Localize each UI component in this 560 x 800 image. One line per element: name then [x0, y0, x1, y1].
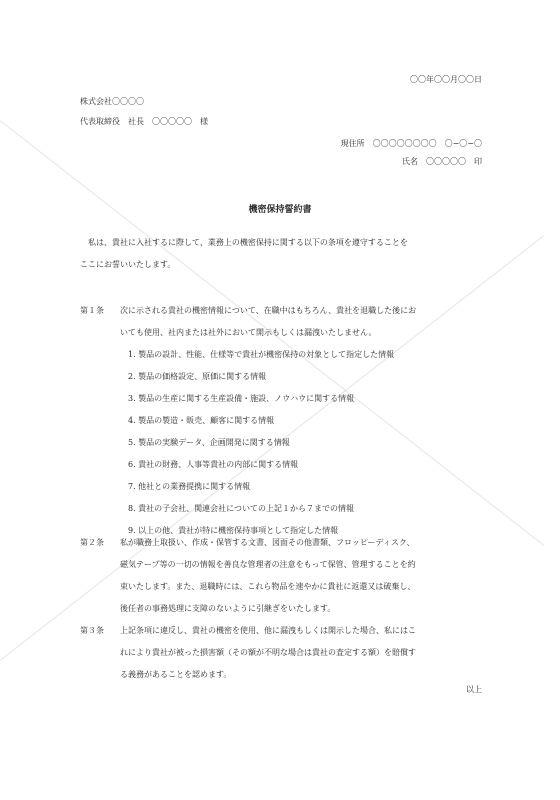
article-2: [80, 532, 484, 620]
list-item: 9. 以上の他、貴社が特に機密保持事項として指定した情報: [128, 526, 339, 535]
closing-mark: 以上: [466, 685, 482, 694]
watermark-logo: ​: [241, 361, 259, 400]
recipient-person: 代表取締役 社長 〇〇〇〇〇 様: [80, 117, 208, 126]
sender-address: 現住所 〇〇〇〇〇〇〇〇 〇−〇−〇: [340, 139, 482, 148]
list-item: 1. 製品の設計、性能、仕様等で貴社が機密保持の対象として指定した情報: [128, 350, 395, 359]
article-number: 第３条: [80, 626, 104, 635]
intro-paragraph: [80, 232, 484, 276]
article-line: 磁気テープ等の一切の情報を善良な管理者の注意をもって保管、管理することを約: [120, 560, 416, 569]
confidential-info-list: [128, 344, 394, 542]
list-item: 4. 製品の製造・販売、顧客に関する情報: [128, 416, 275, 425]
sender-name: 氏名 〇〇〇〇〇 印: [402, 157, 482, 166]
article-number: 第１条: [80, 306, 104, 315]
intro-line: ここにお誓いいたします。: [80, 260, 176, 269]
document-title: 機密保持誓約書: [248, 205, 312, 215]
list-item: 2. 製品の価格設定、原価に関する情報: [128, 372, 267, 381]
intro-line: 私は、貴社に入社するに際して、業務上の機密保持に関する以下の条項を遵守することを: [88, 238, 408, 247]
article-line: 束いたします。また、退職時には、これら物品を速やかに貴社に返還又は破棄し、: [120, 582, 416, 591]
article-line: 後任者の事務処理に支障のないように引継ぎをいたします。: [120, 604, 336, 613]
list-item: 7. 他社との業務提携に関する情報: [128, 482, 251, 491]
document-date: 〇〇年〇〇月〇〇日: [410, 75, 482, 84]
article-line: 私が職務上取扱い、作成・保管する文書、図面その他書類、フロッピーディスク、: [120, 538, 415, 547]
article-line: れにより貴社が被った損害額（その額が不明な場合は貴社の査定する額）を賠償す: [120, 648, 416, 657]
article-1: [80, 300, 484, 344]
article-3: [80, 620, 484, 686]
recipient-company: 株式会社〇〇〇〇: [80, 97, 144, 106]
list-item: 6. 貴社の財務、人事等貴社の内部に関する情報: [128, 460, 299, 469]
article-line: いても使用、社内または社外において開示もしくは漏洩いたしません。: [120, 328, 377, 337]
article-line: る義務があることを認めます。: [120, 670, 232, 679]
list-item: 5. 製品の実験データ、企画開発に関する情報: [128, 438, 290, 447]
article-line: 次に示される貴社の機密情報について、在職中はもちろん、貴社を退職した後にお: [120, 306, 417, 315]
list-item: 3. 製品の生産に関する生産設備・施設、ノウハウに関する情報: [128, 394, 355, 403]
article-line: 上記条項に違反し、貴社の機密を使用、他に漏洩もしくは開示した場合、私にはこ: [120, 626, 416, 635]
list-item: 8. 貴社の子会社、関連会社についての上記１から７までの情報: [128, 504, 355, 513]
article-number: 第２条: [80, 538, 104, 547]
